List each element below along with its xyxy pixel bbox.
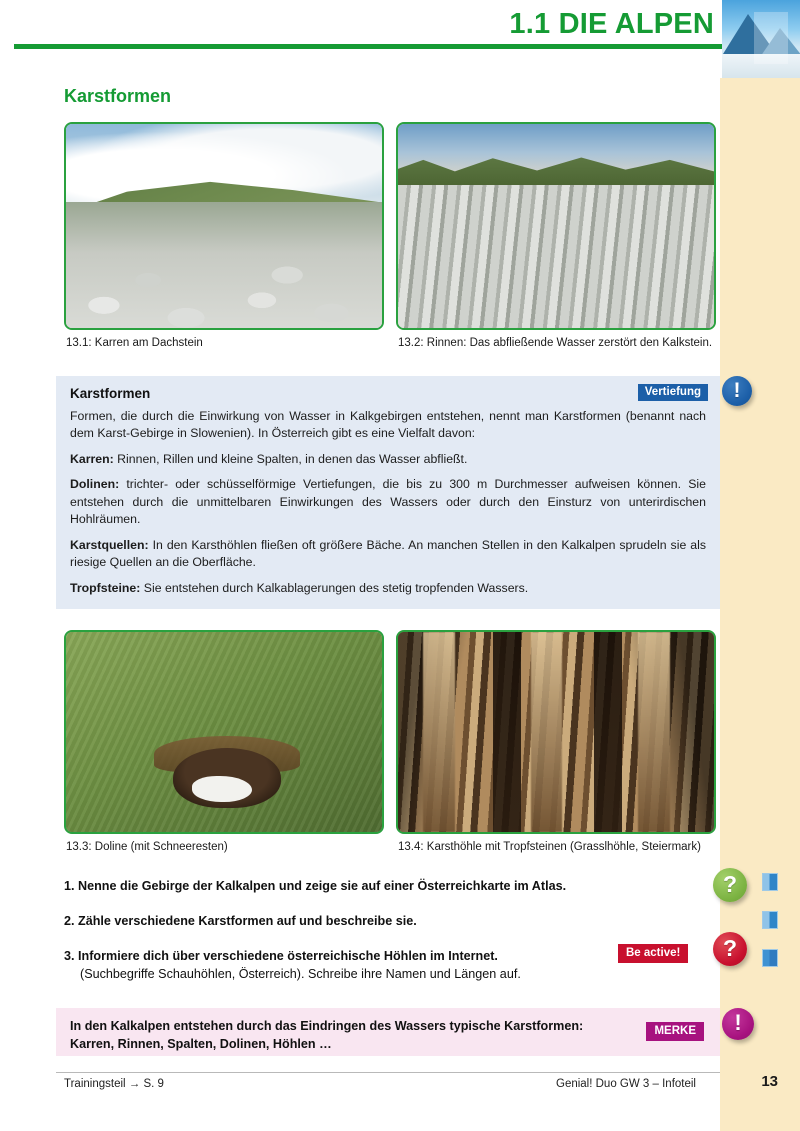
info-paragraph xyxy=(70,451,706,468)
cave-shadow-region xyxy=(594,632,622,832)
stalactite-column-region xyxy=(638,632,670,832)
footer-divider-rule xyxy=(56,1072,720,1073)
photo-overlay-panel xyxy=(754,12,788,64)
book-icon xyxy=(762,911,778,929)
alpine-peaks-photo xyxy=(722,0,800,78)
info-box-heading: Karstformen xyxy=(70,386,151,401)
task-item-2 xyxy=(64,913,704,931)
merke-box xyxy=(56,1008,720,1056)
grooved-rock-face-region xyxy=(398,185,714,328)
exclamation-icon-blue xyxy=(722,376,752,406)
be-active-badge: Be active! xyxy=(618,944,688,963)
cave-shadow-region xyxy=(493,632,521,832)
stalactite-column-region xyxy=(531,632,563,832)
exclamation-glyph: ! xyxy=(733,378,741,402)
merke-text: In den Kalkalpen entstehen durch das Eindringen des Wassers typische Karstformen: Karren, Rinnen, Spalten, Dolinen, Höhlen … xyxy=(70,1019,584,1052)
section-heading: Karstformen xyxy=(64,86,172,106)
question-glyph: ? xyxy=(722,870,738,897)
task-number: 2. xyxy=(64,914,75,928)
task-text: Zähle verschiedene Karstformen auf und beschreibe sie. xyxy=(78,914,417,928)
snow-remnant-region xyxy=(192,776,252,802)
task-number: 3. xyxy=(64,949,75,963)
cave-photo-art xyxy=(398,632,714,832)
task-item-3 xyxy=(64,948,704,983)
page-header xyxy=(0,0,800,78)
vertiefung-badge: Vertiefung xyxy=(638,384,708,401)
karren-photo xyxy=(64,122,384,330)
header-divider-rule xyxy=(14,44,724,49)
book-icon xyxy=(762,873,778,891)
info-paragraph-text: Formen, die durch die Einwirkung von Wasser in Kalkgebirgen entstehen, nennt man Karstformen (benannt nach dem Karst-Gebirge in Slowenien). In Österreich gibt es eine Vielfalt davon: xyxy=(70,409,706,441)
rinnen-photo-art xyxy=(398,124,714,328)
info-box-karstformen xyxy=(56,376,720,609)
photo-caption: 13.4: Karsthöhle mit Tropfsteinen (Grasslhöhle, Steiermark) xyxy=(398,841,701,853)
task-text: Nenne die Gebirge der Kalkalpen und zeige sie auf einer Österreichkarte im Atlas. xyxy=(78,879,567,893)
footer-book-title: Genial! Duo GW 3 – Infoteil xyxy=(556,1078,696,1090)
question-icon-red xyxy=(713,932,747,966)
limestone-rocks-region xyxy=(66,202,382,328)
footer-training-reference: Trainingsteil → S. 9 xyxy=(64,1078,164,1090)
info-term-label: Karstquellen: xyxy=(70,537,149,552)
photo-caption: 13.2: Rinnen: Das abfließende Wasser zerstört den Kalkstein. xyxy=(398,337,713,349)
info-paragraph-text: Rinnen, Rillen und kleine Spalten, in denen das Wasser abfließt. xyxy=(113,451,468,466)
info-paragraph-text: In den Karsthöhlen fließen oft größere Bäche. An manchen Stellen in den Kalkalpen sprudeln sie als riesige Quellen an die Oberfläche. xyxy=(70,537,706,570)
book-icon xyxy=(762,949,778,967)
photo-caption: 13.3: Doline (mit Schneeresten) xyxy=(66,841,228,853)
merke-badge: MERKE xyxy=(646,1022,704,1041)
info-term-label: Karren: xyxy=(70,451,114,466)
task-subtext: (Suchbegriffe Schauhöhlen, Österreich). Schreibe ihre Namen und Längen auf. xyxy=(80,966,521,981)
karren-photo-art xyxy=(66,124,382,328)
info-paragraph xyxy=(70,476,706,528)
stalactite-column-region xyxy=(423,632,455,832)
page-title: 1.1 DIE ALPEN xyxy=(509,8,714,40)
question-glyph: ? xyxy=(722,934,738,961)
task-text: Informiere dich über verschiedene österreichische Höhlen im Internet. xyxy=(78,949,498,963)
info-paragraph xyxy=(70,408,706,443)
doline-photo-art xyxy=(66,632,382,832)
task-number: 1. xyxy=(64,879,75,893)
page-number: 13 xyxy=(761,1073,778,1090)
exclamation-glyph: ! xyxy=(734,1010,742,1035)
photo-caption: 13.1: Karren am Dachstein xyxy=(66,337,203,349)
karsthoehle-photo xyxy=(396,630,716,834)
rinnen-photo xyxy=(396,122,716,330)
info-term-label: Dolinen: xyxy=(70,477,120,492)
info-paragraph-text: trichter- oder schüsselförmige Vertiefungen, die bis zu 300 m Durchmesser aufweisen können. Sie entstehen durch die unmittelbaren Einwirkungen des Wassers oder durch den Einsturz von unterirdischen Hohlräumen. xyxy=(70,477,706,527)
task-item-1 xyxy=(64,878,704,896)
info-term-label: Tropfsteine: xyxy=(70,580,141,595)
info-paragraph-text: Sie entstehen durch Kalkablagerungen des stetig tropfenden Wassers. xyxy=(140,580,529,595)
exclamation-icon-magenta xyxy=(722,1008,754,1040)
question-icon-green xyxy=(713,868,747,902)
info-paragraph xyxy=(70,580,706,597)
info-paragraph xyxy=(70,537,706,572)
right-sidebar-strip xyxy=(720,78,800,1131)
doline-photo xyxy=(64,630,384,834)
